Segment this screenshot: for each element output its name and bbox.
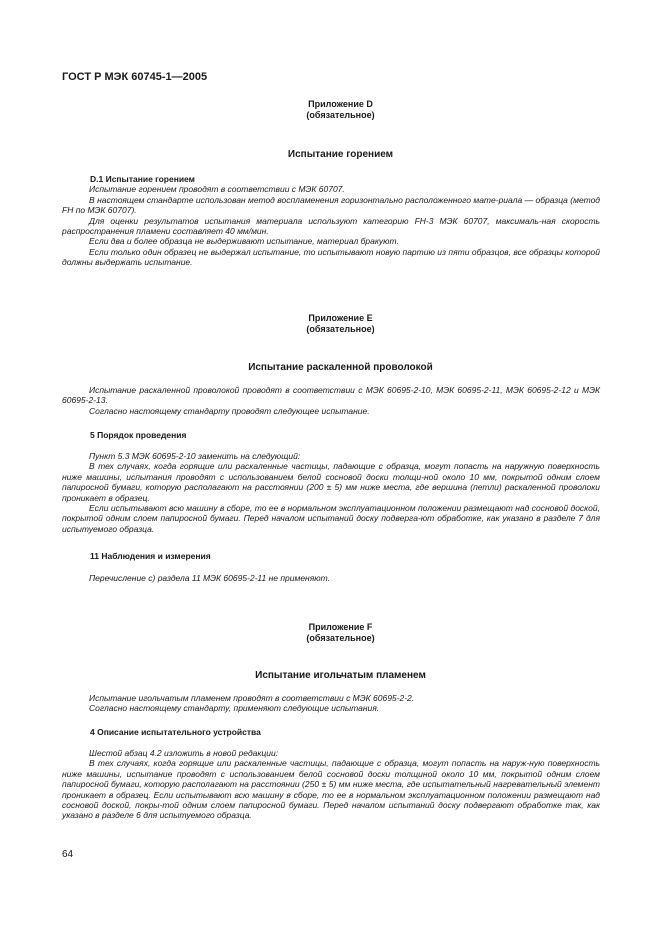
page-number: 64 [62,849,74,860]
annex-d-para-4: Если два и более образца не выдерживают испытание, материал бракуют. [89,236,399,247]
annex-e-section-5-body [62,451,600,534]
annex-f-s4-para-2: В тех случаях, когда горящие или раскаленные частицы, падающие с образца, могут попасть на наруж-ную поверхность ниже машины, испытание проводят с использованием белой сосновой доски толщиной около 10 мм, покрытой одним слоем папиросной бумаги, которую располагают на расстоянии (250 ± 5) мм ниже места, где испытательный нагревательный элемент проникает в образец. Если испытывают всю машину в сборе, то ее в нормальном эксплуатационном положении размещают над сосновой доской, покры-той одним слоем папиросной бумаги. Перед началом испытаний доску подвергают обработке так, как указано в разделе 6 для испытуемого образца. [62,758,600,821]
annex-e-heading-block [0,362,661,374]
annex-d-body [62,174,600,268]
annex-e-heading: Испытание раскаленной проволокой [248,362,433,373]
annex-d-para-5: Если только один образец не выдержал испытание, то испытывают новую партию из пяти образцов, все образцы которой должны выдержать испытание. [62,246,600,268]
annex-e-s5-para-1: Пункт 5.3 МЭК 60695-2-10 заменить на следующий: [89,451,301,461]
annex-d-heading-block [0,149,661,161]
annex-d-subheading: D.1 Испытание горением [90,174,195,184]
annex-e-s5-para-3: Если испытывают всю машину в сборе, то ее в нормальном эксплуатационном положении размещают над сосновой доской, покрытой одним слоем папиросной бумаги. Перед началом испытаний доску подвергa-ют обработке, как указано в разделе 7 для испытуемого образца. [62,503,600,534]
annex-d-status: (обязательное) [306,110,375,120]
annex-e-subheading-5: 5 Порядок проведения [90,430,187,440]
annex-d-para-2: В настоящем стандарте использован метод воспламенения горизонтально расположенного мате-риала — образца (метод FH по МЭК 60707). [62,194,600,216]
annex-e-section-5 [62,430,600,440]
annex-e-title: Приложение E [308,313,373,323]
document-header: ГОСТ Р МЭК 60745-1—2005 [62,71,208,83]
annex-e-subheading-11: 11 Наблюдения и измерения [90,551,211,561]
annex-f-s4-para-1: Шестой абзац 4.2 изложить в новой редакции: [89,748,279,758]
annex-f-status: (обязательное) [306,633,375,643]
annex-e-s5-para-2: В тех случаях, когда горящие или раскаленные частицы, падающие с образца, могут попасть на наружную поверхность ниже машины, испытания проводят с использованием белой сосновой доски толщи-ной около 10 мм, покрытой одним слоем папиросной бумаги, которую располагают на расстоянии (200 ± 5) мм ниже места, где вершина (петли) раскаленной проволоки проникает в образец. [62,461,600,503]
annex-d-title-block [0,99,661,121]
annex-f-heading-block [0,670,661,682]
annex-f-intro-para-1: Испытание игольчатым пламенем проводят в соответствии с МЭК 60695-2-2. [89,693,415,703]
annex-d-para-1: Испытание горением проводят в соответствии с МЭК 60707. [89,184,345,195]
annex-f-intro [62,693,600,714]
annex-d-para-3: Для оценки результатов испытания материала используют категорию FH-3 МЭК 60707, максималь-ная скорость распространения пламени составляет 40 мм/мин. [62,215,600,237]
annex-e-section-11 [62,551,600,561]
annex-f-heading: Испытание игольчатым пламенем [255,670,426,681]
annex-e-intro-para-1: Испытание раскаленной проволокой проводят в соответствии с МЭК 60695-2-10, МЭК 60695-2-11, МЭК 60695-2-12 и МЭК 60695-2-13. [62,385,600,406]
annex-e-section-11-body [62,573,600,583]
annex-f-title: Приложение F [308,622,373,632]
annex-f-section-4 [62,727,600,737]
annex-e-intro-para-2: Согласно настоящему стандарту проводят следующее испытание. [89,405,370,416]
annex-d-heading: Испытание горением [287,149,394,160]
annex-e-intro [62,385,600,416]
annex-f-title-block [0,622,661,644]
annex-e-s11-para-1: Перечисление с) раздела 11 МЭК 60695-2-11 не применяют. [89,573,331,583]
annex-d-title: Приложение D [308,99,373,109]
annex-f-subheading-4: 4 Описание испытательного устройства [90,727,261,737]
annex-e-title-block [0,313,661,335]
annex-f-section-4-body [62,748,600,821]
annex-e-status: (обязательное) [306,324,375,334]
annex-f-intro-para-2: Согласно настоящему стандарту, применяют следующие испытания. [89,703,380,714]
